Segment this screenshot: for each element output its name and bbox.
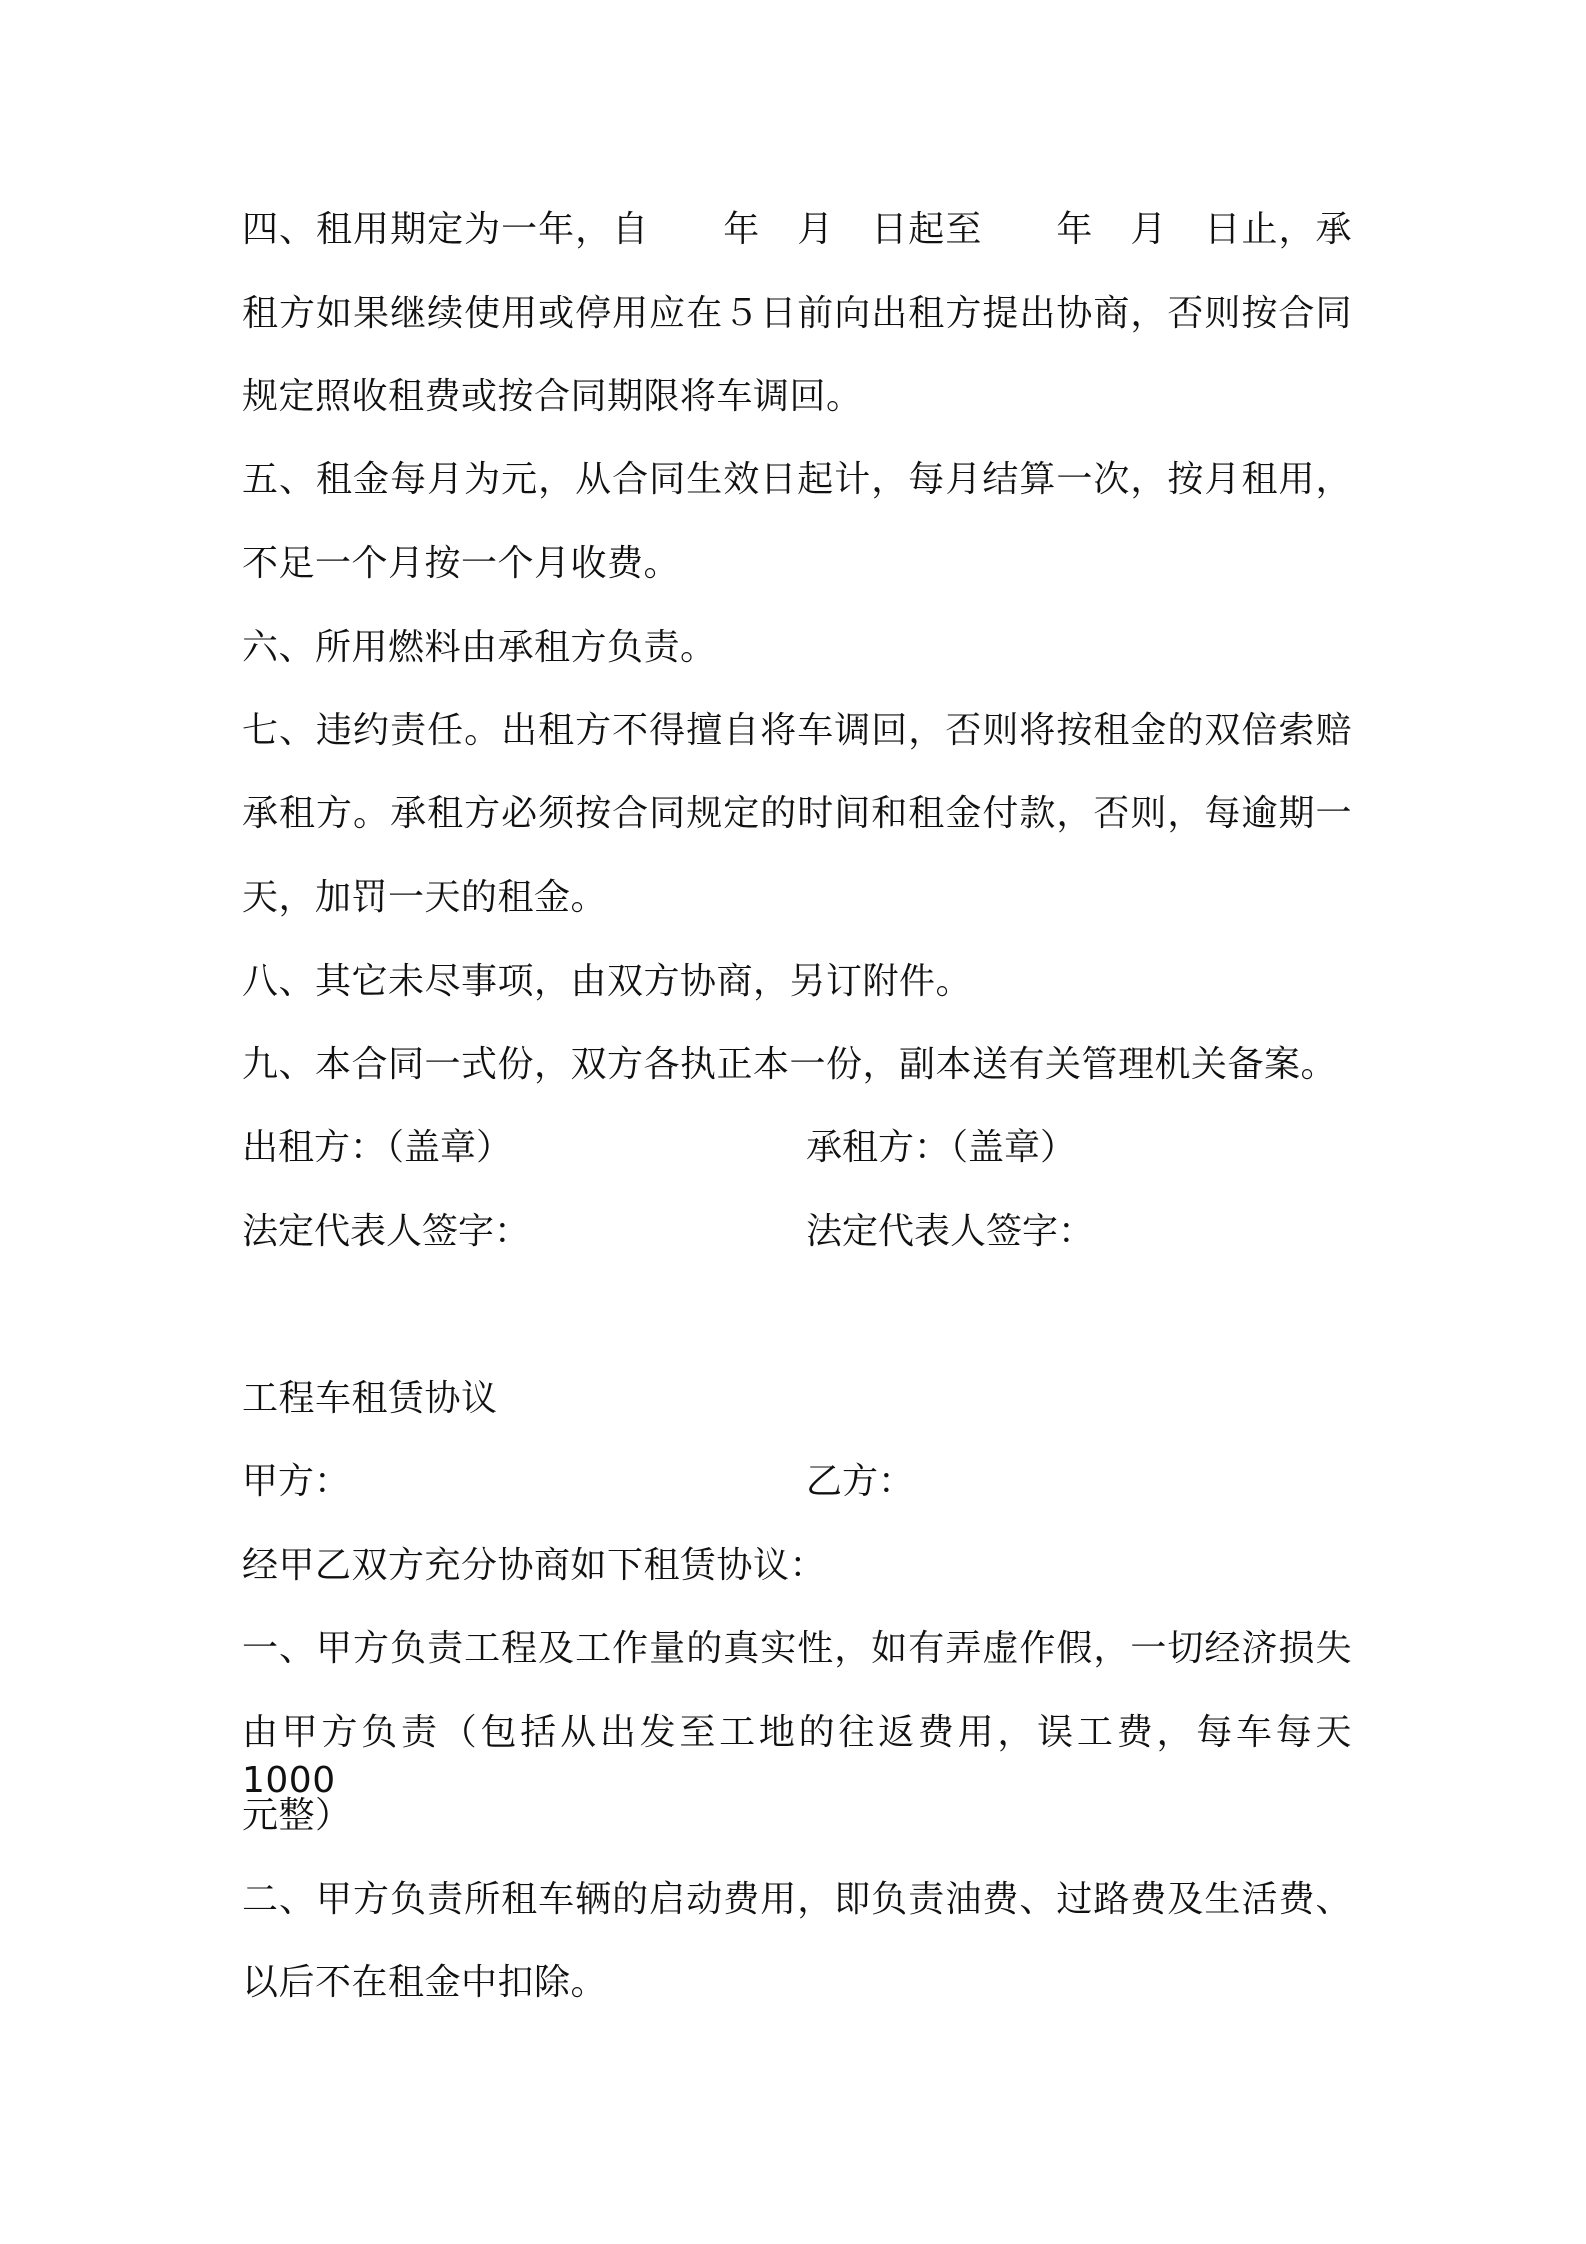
clause-7-line-3: 天，加罚一天的租金。 xyxy=(242,877,608,918)
lessor-representative-label: 法定代表人签字： xyxy=(242,1211,531,1252)
lessee-seal-label: 承租方：（盖章） xyxy=(806,1127,1077,1168)
agreement-item-1-line-3: 元整） xyxy=(242,1795,352,1836)
agreement-title: 工程车租赁协议 xyxy=(242,1378,498,1419)
clause-4-line-1: 四、租用期定为一年，自 年 月 日起至 年 月 日止，承 xyxy=(242,209,1352,250)
lessee-representative-label: 法定代表人签字： xyxy=(806,1211,1095,1252)
clause-5-line-2: 不足一个月按一个月收费。 xyxy=(242,543,681,584)
agreement-item-2-line-1: 二、甲方负责所租车辆的启动费用，即负责油费、过路费及生活费、 xyxy=(242,1879,1352,1920)
party-a-label: 甲方： xyxy=(242,1461,351,1502)
agreement-item-1-line-1: 一、甲方负责工程及工作量的真实性，如有弄虚作假，一切经济损失 xyxy=(242,1628,1352,1669)
party-b-label: 乙方： xyxy=(806,1461,915,1502)
agreement-intro: 经甲乙双方充分协商如下租赁协议： xyxy=(242,1545,827,1586)
lessor-seal-label: 出租方：（盖章） xyxy=(242,1127,513,1168)
clause-4-line-3: 规定照收租费或按合同期限将车调回。 xyxy=(242,376,863,417)
clause-6-line-1: 六、所用燃料由承租方负责。 xyxy=(242,627,717,668)
agreement-item-1-line-2: 由甲方负责（包括从出发至工地的往返费用，误工费，每车每天 1000 xyxy=(242,1712,1352,1801)
clause-8-line-1: 八、其它未尽事项，由双方协商，另订附件。 xyxy=(242,961,973,1002)
clause-7-line-1: 七、违约责任。出租方不得擅自将车调回，否则将按租金的双倍索赔 xyxy=(242,710,1352,751)
clause-5-line-1: 五、租金每月为元，从合同生效日起计，每月结算一次，按月租用， xyxy=(242,459,1352,500)
clause-4-line-2: 租方如果继续使用或停用应在５日前向出租方提出协商，否则按合同 xyxy=(242,293,1352,334)
agreement-item-2-line-2: 以后不在租金中扣除。 xyxy=(242,1962,608,2003)
clause-7-line-2: 承租方。承租方必须按合同规定的时间和租金付款，否则，每逾期一 xyxy=(242,793,1352,834)
clause-9-line-1: 九、本合同一式份，双方各执正本一份，副本送有关管理机关备案。 xyxy=(242,1044,1338,1085)
